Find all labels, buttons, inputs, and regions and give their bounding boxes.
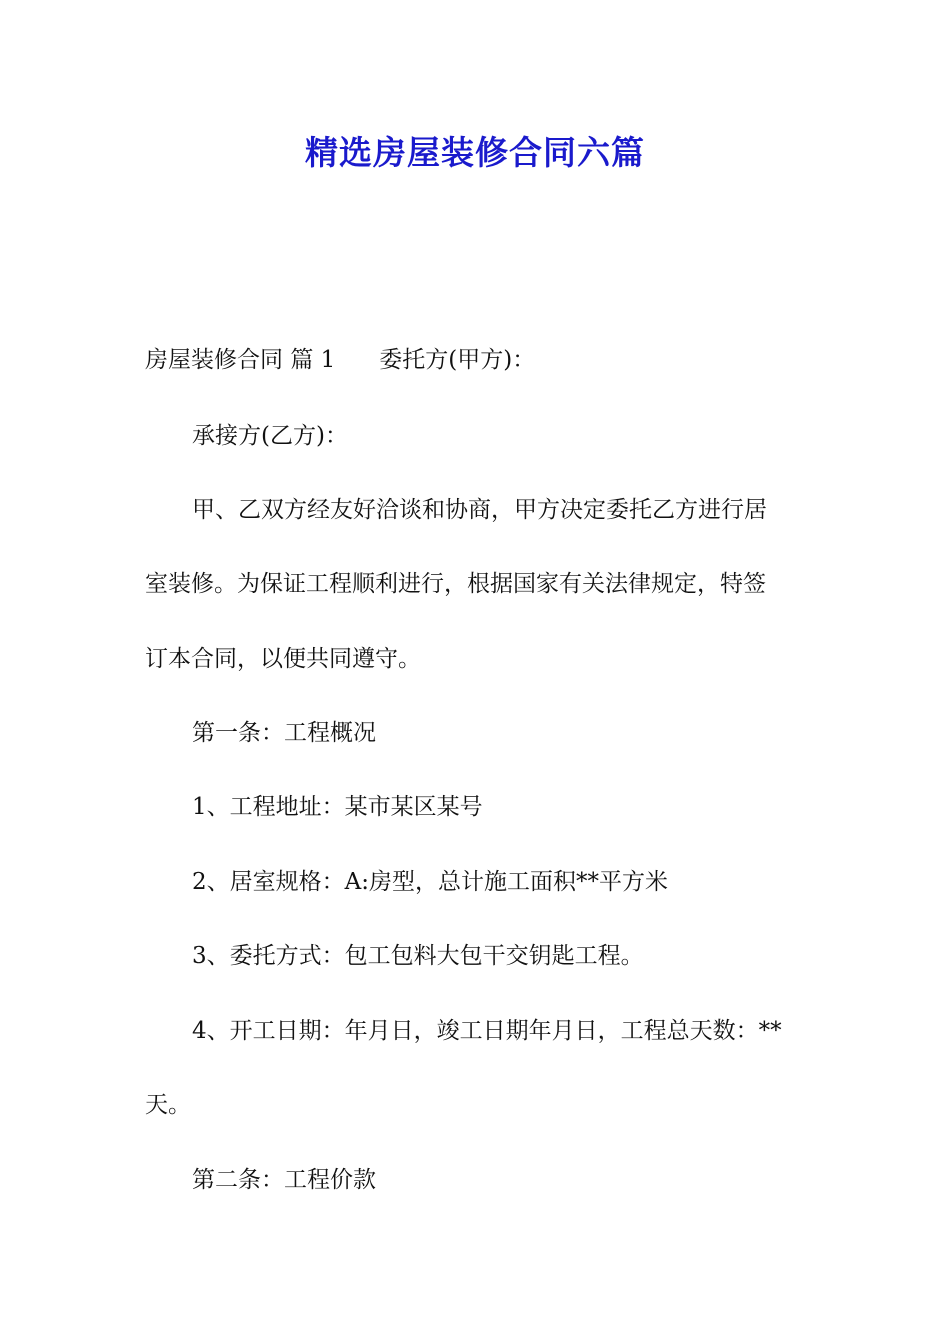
article-2-heading: 第二条：工程价款 <box>192 1167 376 1193</box>
intro-paragraph-line-2: 室装修。为保证工程顺利进行，根据国家有关法律规定，特签 <box>145 571 766 597</box>
item-4-dates-line-2: 天。 <box>145 1092 191 1118</box>
party-b-label: 承接方(乙方)： <box>192 423 348 449</box>
intro-paragraph-line-3: 订本合同，以便共同遵守。 <box>145 646 421 672</box>
item-1-address: 1、工程地址：某市某区某号 <box>192 794 483 820</box>
item-2-specs: 2、居室规格：A:房型，总计施工面积**平方米 <box>192 869 668 895</box>
contract-heading-part: 篇 1 <box>290 347 336 373</box>
document-title: 精选房屋装修合同六篇 <box>305 133 645 172</box>
item-3-method: 3、委托方式：包工包料大包干交钥匙工程。 <box>192 943 644 969</box>
party-a-label: 委托方(甲方)： <box>379 347 536 373</box>
item-4-dates-line-1: 4、开工日期：年月日，竣工日期年月日，工程总天数：** <box>192 1018 782 1044</box>
article-1-heading: 第一条：工程概况 <box>192 720 376 746</box>
intro-paragraph-line-1: 甲、乙双方经友好洽谈和协商，甲方决定委托乙方进行居 <box>192 497 767 523</box>
contract-heading-label: 房屋装修合同 <box>145 347 283 373</box>
heading-line <box>145 343 815 377</box>
